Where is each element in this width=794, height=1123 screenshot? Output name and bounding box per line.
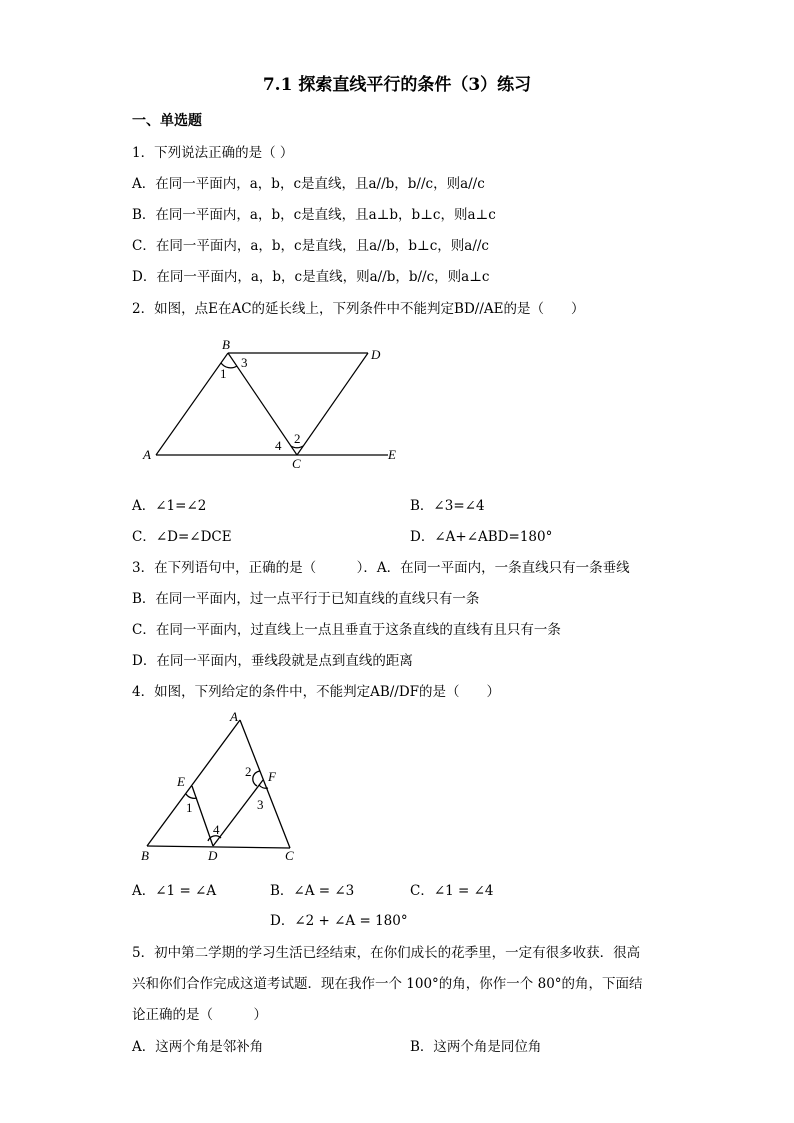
line-df	[213, 780, 263, 846]
q3-option-b: B．在同一平面内，过一点平行于已知直线的直线只有一条	[132, 591, 480, 607]
label-e: E	[388, 447, 396, 462]
angle2-arc	[291, 446, 303, 448]
q2-option-d: D．∠A+∠ABD=180°	[410, 529, 553, 545]
label-d: D	[371, 347, 381, 362]
q2-stem: 2．如图，点E在AC的延长线上，下列条件中不能判定BD//AE的是（ ）	[132, 301, 585, 317]
q5-option-a: A．这两个角是邻补角	[132, 1039, 264, 1055]
q2-option-b: B．∠3=∠4	[410, 498, 485, 514]
angle-label-4: 4	[275, 438, 282, 453]
angle2-arc	[253, 771, 260, 786]
angle-label-4: 4	[213, 822, 220, 837]
q3-option-c: C．在同一平面内，过直线上一点且垂直于这条直线的直线有且只有一条	[132, 622, 561, 638]
q5-line-1: 5．初中第二学期的学习生活已经结束，在你们成长的花季里，一定有很多收获．很高	[132, 945, 641, 961]
angle-label-2: 2	[294, 431, 301, 446]
angle-label-1: 1	[186, 800, 193, 815]
q2-option-a: A．∠1=∠2	[132, 498, 207, 514]
label-b: B	[222, 337, 230, 352]
line-cd	[297, 353, 368, 455]
label-f: F	[268, 769, 276, 784]
label-c: C	[285, 848, 294, 863]
line-ed	[192, 786, 213, 846]
q4-figure	[135, 708, 305, 866]
q5-option-b: B．这两个角是同位角	[410, 1039, 542, 1055]
page-title: 7.1 探索直线平行的条件（3）练习	[262, 75, 532, 95]
q3-stem: 3．在下列语句中，正确的是（ ）．A．在同一平面内，一条直线只有一条垂线	[132, 560, 630, 576]
label-b: B	[141, 848, 149, 863]
q1-option-d: D．在同一平面内，a，b，c是直线，则a//b，b//c，则a⊥c	[132, 269, 490, 285]
q1-option-a: A．在同一平面内，a，b，c是直线，且a//b，b//c，则a//c	[132, 176, 485, 192]
q5-line-3: 论正确的是（ ）	[132, 1007, 267, 1023]
q1-option-b: B．在同一平面内，a，b，c是直线，且a⊥b，b⊥c，则a⊥c	[132, 207, 496, 223]
q4-stem: 4．如图，下列给定的条件中，不能判定AB//DF的是（ ）	[132, 684, 501, 700]
line-ac	[240, 720, 290, 848]
q2-figure	[140, 335, 410, 470]
line-ab	[156, 353, 228, 455]
label-d: D	[208, 848, 218, 863]
q3-option-d: D．在同一平面内，垂线段就是点到直线的距离	[132, 653, 413, 669]
q4-option-a: A．∠1 = ∠A	[132, 883, 217, 899]
q1-option-c: C．在同一平面内，a，b，c是直线，且a//b，b⊥c，则a//c	[132, 238, 489, 254]
q4-option-d: D．∠2 + ∠A = 180°	[270, 913, 408, 929]
q5-line-2: 兴和你们合作完成这道考试题．现在我作一个 100°的角，你作一个 80°的角，下面结	[132, 976, 643, 992]
line-bc	[147, 846, 290, 848]
line-bc	[228, 353, 297, 455]
label-e: E	[177, 774, 185, 789]
section-heading: 一、单选题	[132, 113, 202, 129]
q2-option-c: C．∠D=∠DCE	[132, 529, 232, 545]
q4-option-b: B．∠A = ∠3	[270, 883, 355, 899]
angle-label-2: 2	[245, 764, 252, 779]
label-a: A	[230, 709, 238, 724]
q1-stem: 1．下列说法正确的是（ ）	[132, 145, 294, 161]
angle-label-1: 1	[220, 366, 227, 381]
q4-option-c: C．∠1 = ∠4	[410, 883, 494, 899]
label-a: A	[143, 447, 151, 462]
angle-label-3: 3	[241, 355, 248, 370]
label-c: C	[292, 456, 301, 470]
line-ab	[147, 720, 240, 846]
angle-label-3: 3	[257, 797, 264, 812]
